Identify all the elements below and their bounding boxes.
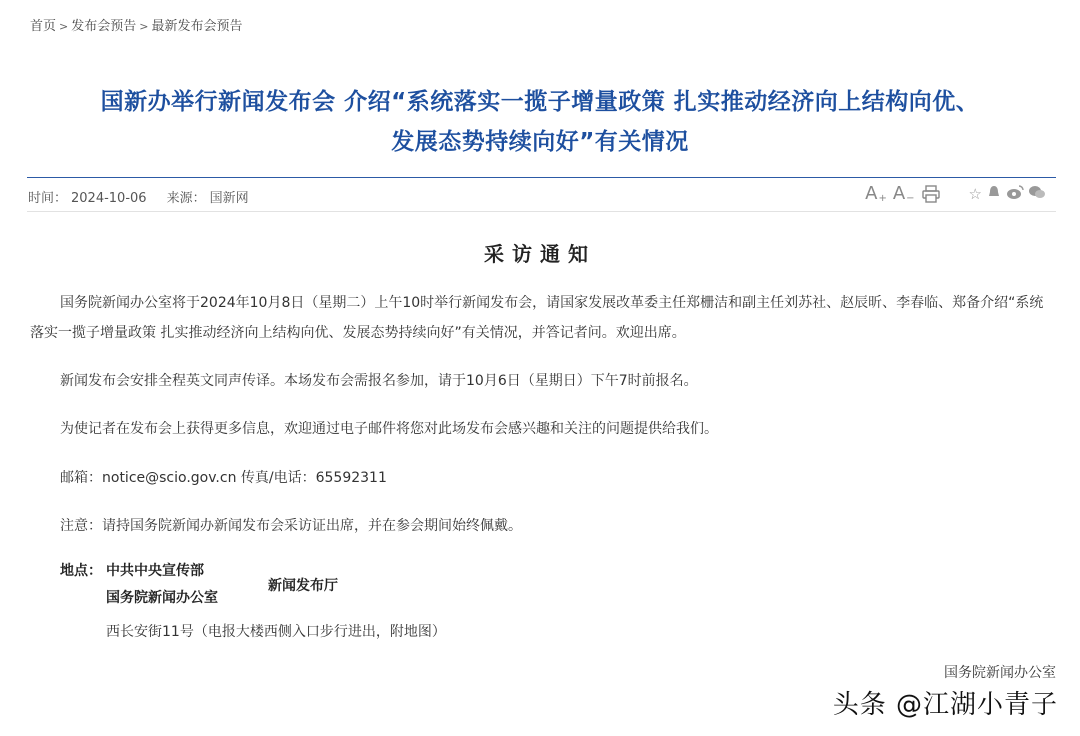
signoff: 国务院新闻办公室 <box>944 665 1056 681</box>
source-label: 来源： <box>166 191 206 206</box>
title-divider <box>27 177 1056 178</box>
breadcrumb-separator: > <box>59 20 69 33</box>
notice-paragraph-1: 国务院新闻办公室将于2024年10月8日（星期二）上午10时举行新闻发布会，请国家发展改革委主任郑栅洁和副主任刘苏社、赵辰昕、李春临、郑备介绍“系统落实一揽子增量政策 扎实推动经济向上结构向优、发展态势持续向好”有关情况，并答记者问。欢迎出席。 <box>30 295 1044 341</box>
breadcrumb-separator: > <box>139 20 149 33</box>
print-icon[interactable] <box>921 184 941 204</box>
weibo-icon[interactable] <box>1006 184 1024 204</box>
breadcrumb <box>30 15 242 34</box>
article-tools <box>865 183 1046 204</box>
notice-paragraph-3: 为使记者在发布会上获得更多信息，欢迎通过电子邮件将您对此场发布会感兴趣和关注的问题提供给我们。 <box>60 421 718 437</box>
location-hall: 新闻发布厅 <box>268 578 338 594</box>
location-org-1: 中共中央宣传部 <box>106 563 204 579</box>
watermark: 头条 @江湖小青子 <box>832 690 1058 720</box>
share-bar <box>969 184 1046 204</box>
location-org-2: 国务院新闻办公室 <box>106 590 218 606</box>
contact-line: 邮箱：notice@scio.gov.cn 传真/电话：65592311 <box>60 470 387 486</box>
breadcrumb-latest-preview[interactable]: 最新发布会预告 <box>151 19 243 34</box>
breadcrumb-home[interactable]: 首页 <box>30 19 57 34</box>
time-value: 2024-10-06 <box>71 191 147 206</box>
breadcrumb-press-preview[interactable]: 发布会预告 <box>71 19 137 34</box>
source-value: 国新网 <box>209 191 249 206</box>
notice-heading: 采访通知 <box>484 242 596 266</box>
title-line-2: 发展态势持续向好”有关情况 <box>391 129 689 155</box>
time-label: 时间： <box>28 191 68 206</box>
font-larger-button[interactable]: A $_+$ <box>865 183 887 204</box>
title-line-1: 国新办举行新闻发布会 介绍“系统落实一揽子增量政策 扎实推动经济向上结构向优、 <box>100 89 980 115</box>
notice-paragraph-2: 新闻发布会安排全程英文同声传译。本场发布会需报名参加，请于10月6日（星期日）下午7时前报名。 <box>60 373 698 389</box>
font-smaller-button[interactable]: A $_-$ <box>892 183 915 204</box>
article-meta <box>28 187 253 206</box>
attention-note: 注意：请持国务院新闻办新闻发布会采访证出席，并在参会期间始终佩戴。 <box>60 518 522 534</box>
qzone-icon[interactable] <box>986 184 1002 204</box>
wechat-icon[interactable] <box>1028 184 1046 204</box>
favorite-star-icon[interactable]: ☆ <box>968 184 982 203</box>
meta-divider <box>27 211 1056 212</box>
location-address: 西长安街11号（电报大楼西侧入口步行进出，附地图） <box>106 624 446 640</box>
location-label: 地点： <box>60 563 102 579</box>
page-title <box>20 82 1060 162</box>
